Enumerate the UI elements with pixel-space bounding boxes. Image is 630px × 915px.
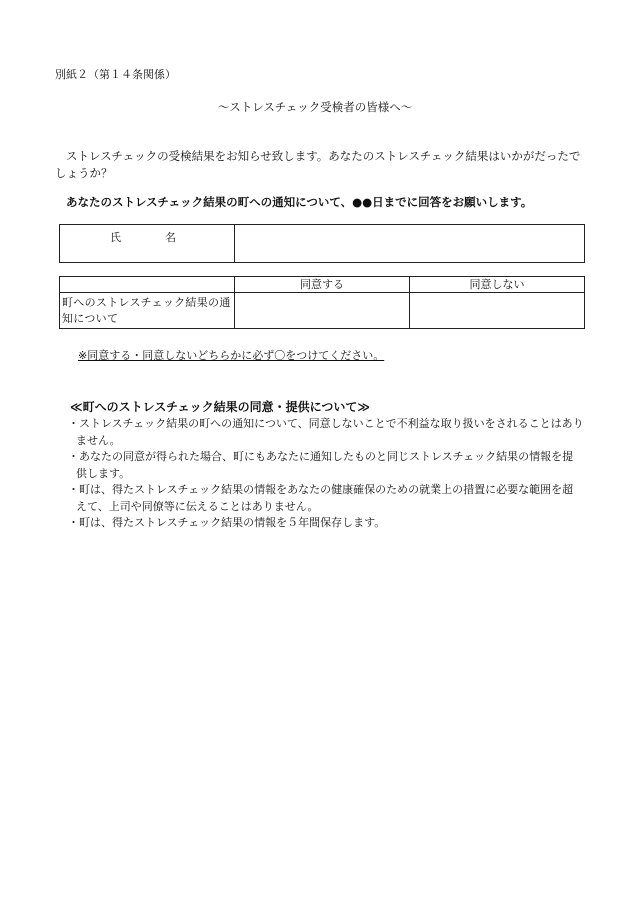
agree-cell[interactable] <box>235 293 410 329</box>
name-label-char2: 名 <box>165 231 176 244</box>
name-table <box>59 224 585 263</box>
name-label-cell <box>60 225 235 263</box>
bullet-list <box>68 416 584 532</box>
name-field[interactable] <box>235 225 585 263</box>
name-label-char1: 氏 <box>110 231 121 244</box>
list-item: ・ストレスチェック結果の町への通知について、同意しないことで不利益な取り扱いをされることはありません。 <box>68 417 584 447</box>
disagree-cell[interactable] <box>410 293 585 329</box>
header-agree: 同意する <box>235 277 410 293</box>
list-item: ・町は、得たストレスチェック結果の情報を５年間保存します。 <box>68 516 386 529</box>
document-title: ～ストレスチェック受検者の皆様へ～ <box>217 100 413 114</box>
intro-paragraph: ストレスチェックの受検結果をお知らせ致します。あなたのストレスチェック結果はいかがだったでしょうか？ <box>55 149 581 180</box>
header-disagree: 同意しない <box>410 277 585 293</box>
request-text: あなたのストレスチェック結果の町への通知について、●●日までに回答をお願いします。 <box>66 195 533 209</box>
list-item: ・町は、得たストレスチェック結果の情報をあなたの健康確保のための就業上の措置に必要な範囲を超えて、上司や同僚等に伝えることはありません。 <box>68 483 574 513</box>
list-item: ・あなたの同意が得られた場合、町にもあなたに通知したものと同じストレスチェック結果の情報を提供します。 <box>68 450 574 480</box>
instruction-note: ※同意する・同意しないどちらかに必ず〇をつけてください。 <box>78 349 385 362</box>
consent-table <box>59 276 585 329</box>
section-title: ≪町へのストレスチェック結果の同意・提供について≫ <box>70 400 370 414</box>
consent-header-blank <box>60 277 235 293</box>
annex-label: 別紙２（第１４条関係） <box>55 68 176 81</box>
consent-row-label: 町へのストレスチェック結果の通知について <box>60 293 235 329</box>
